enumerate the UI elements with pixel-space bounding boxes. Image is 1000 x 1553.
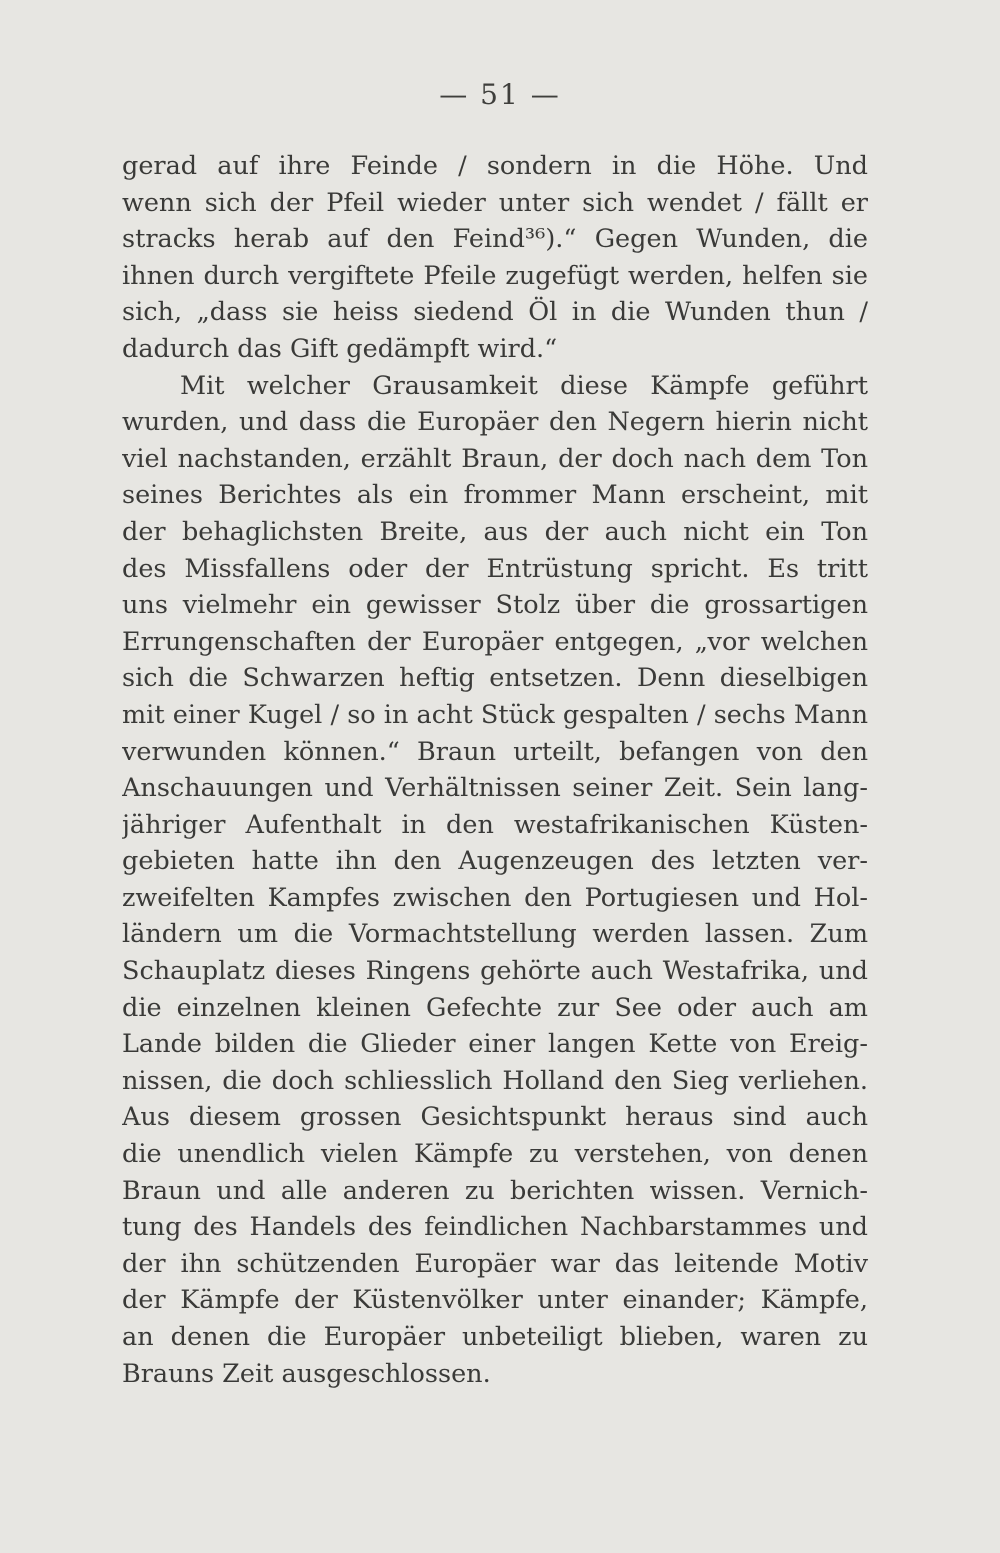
- text-line: Anschauungen und Verhältnissen seiner Zeit. Sein lang-: [122, 773, 868, 804]
- text-line: zweifelten Kampfes zwischen den Portugiesen und Hol-: [122, 882, 868, 913]
- text-line: wenn sich der Pfeil wieder unter sich wendet / fällt er: [122, 187, 868, 218]
- text-line: Lande bilden die Glieder einer langen Kette von Ereig-: [122, 1029, 868, 1060]
- text-line: stracks herab auf den Feind³⁶).“ Gegen Wunden, die: [122, 224, 868, 255]
- text-line: der behaglichsten Breite, aus der auch nicht ein Ton: [122, 516, 868, 547]
- text-line: der ihn schützenden Europäer war das leitende Motiv: [122, 1248, 868, 1279]
- text-line: Aus diesem grossen Gesichtspunkt heraus sind auch: [122, 1102, 868, 1133]
- text-line: die einzelnen kleinen Gefechte zur See oder auch am: [122, 992, 868, 1023]
- text-line: dadurch das Gift gedämpft wird.“: [122, 333, 558, 364]
- text-line: Mit welcher Grausamkeit diese Kämpfe geführt: [180, 370, 868, 401]
- body-text: [122, 148, 868, 1392]
- text-line: mit einer Kugel / so in acht Stück gespalten / sechs Mann: [122, 699, 868, 730]
- text-line: sich, „dass sie heiss siedend Öl in die Wunden thun /: [122, 297, 868, 328]
- text-line: Brauns Zeit ausgeschlossen.: [122, 1358, 491, 1389]
- text-line: die unendlich vielen Kämpfe zu verstehen, von denen: [122, 1139, 868, 1170]
- text-line: nissen, die doch schliesslich Holland den Sieg verliehen.: [122, 1065, 868, 1096]
- text-line: ihnen durch vergiftete Pfeile zugefügt werden, helfen sie: [122, 260, 868, 291]
- text-line: uns vielmehr ein gewisser Stolz über die grossartigen: [122, 590, 868, 621]
- text-line: seines Berichtes als ein frommer Mann erscheint, mit: [122, 480, 868, 511]
- text-line: gerad auf ihre Feinde / sondern in die Höhe. Und: [122, 151, 868, 181]
- text-line: jähriger Aufenthalt in den westafrikanischen Küsten-: [122, 809, 868, 840]
- text-line: Errungenschaften der Europäer entgegen, „vor welchen: [122, 626, 868, 657]
- text-line: tung des Handels des feindlichen Nachbarstammes und: [122, 1212, 868, 1243]
- text-line: des Missfallens oder der Entrüstung spricht. Es tritt: [122, 553, 868, 584]
- text-line: verwunden können.“ Braun urteilt, befangen von den: [122, 736, 868, 767]
- text-line: sich die Schwarzen heftig entsetzen. Denn dieselbigen: [122, 663, 868, 694]
- text-line: ländern um die Vormachtstellung werden lassen. Zum: [122, 919, 868, 950]
- text-line: Braun und alle anderen zu berichten wissen. Vernich-: [122, 1175, 868, 1206]
- text-line: Schauplatz dieses Ringens gehörte auch Westafrika, und: [122, 956, 868, 987]
- page-number: — 51 —: [439, 78, 561, 111]
- text-line: viel nachstanden, erzählt Braun, der doch nach dem Ton: [122, 443, 868, 474]
- text-line: wurden, und dass die Europäer den Negern hierin nicht: [122, 407, 868, 438]
- text-line: gebieten hatte ihn den Augenzeugen des letzten ver-: [122, 846, 868, 877]
- text-line: der Kämpfe der Küstenvölker unter einander; Kämpfe,: [122, 1285, 868, 1316]
- text-line: an denen die Europäer unbeteiligt blieben, waren zu: [122, 1322, 868, 1352]
